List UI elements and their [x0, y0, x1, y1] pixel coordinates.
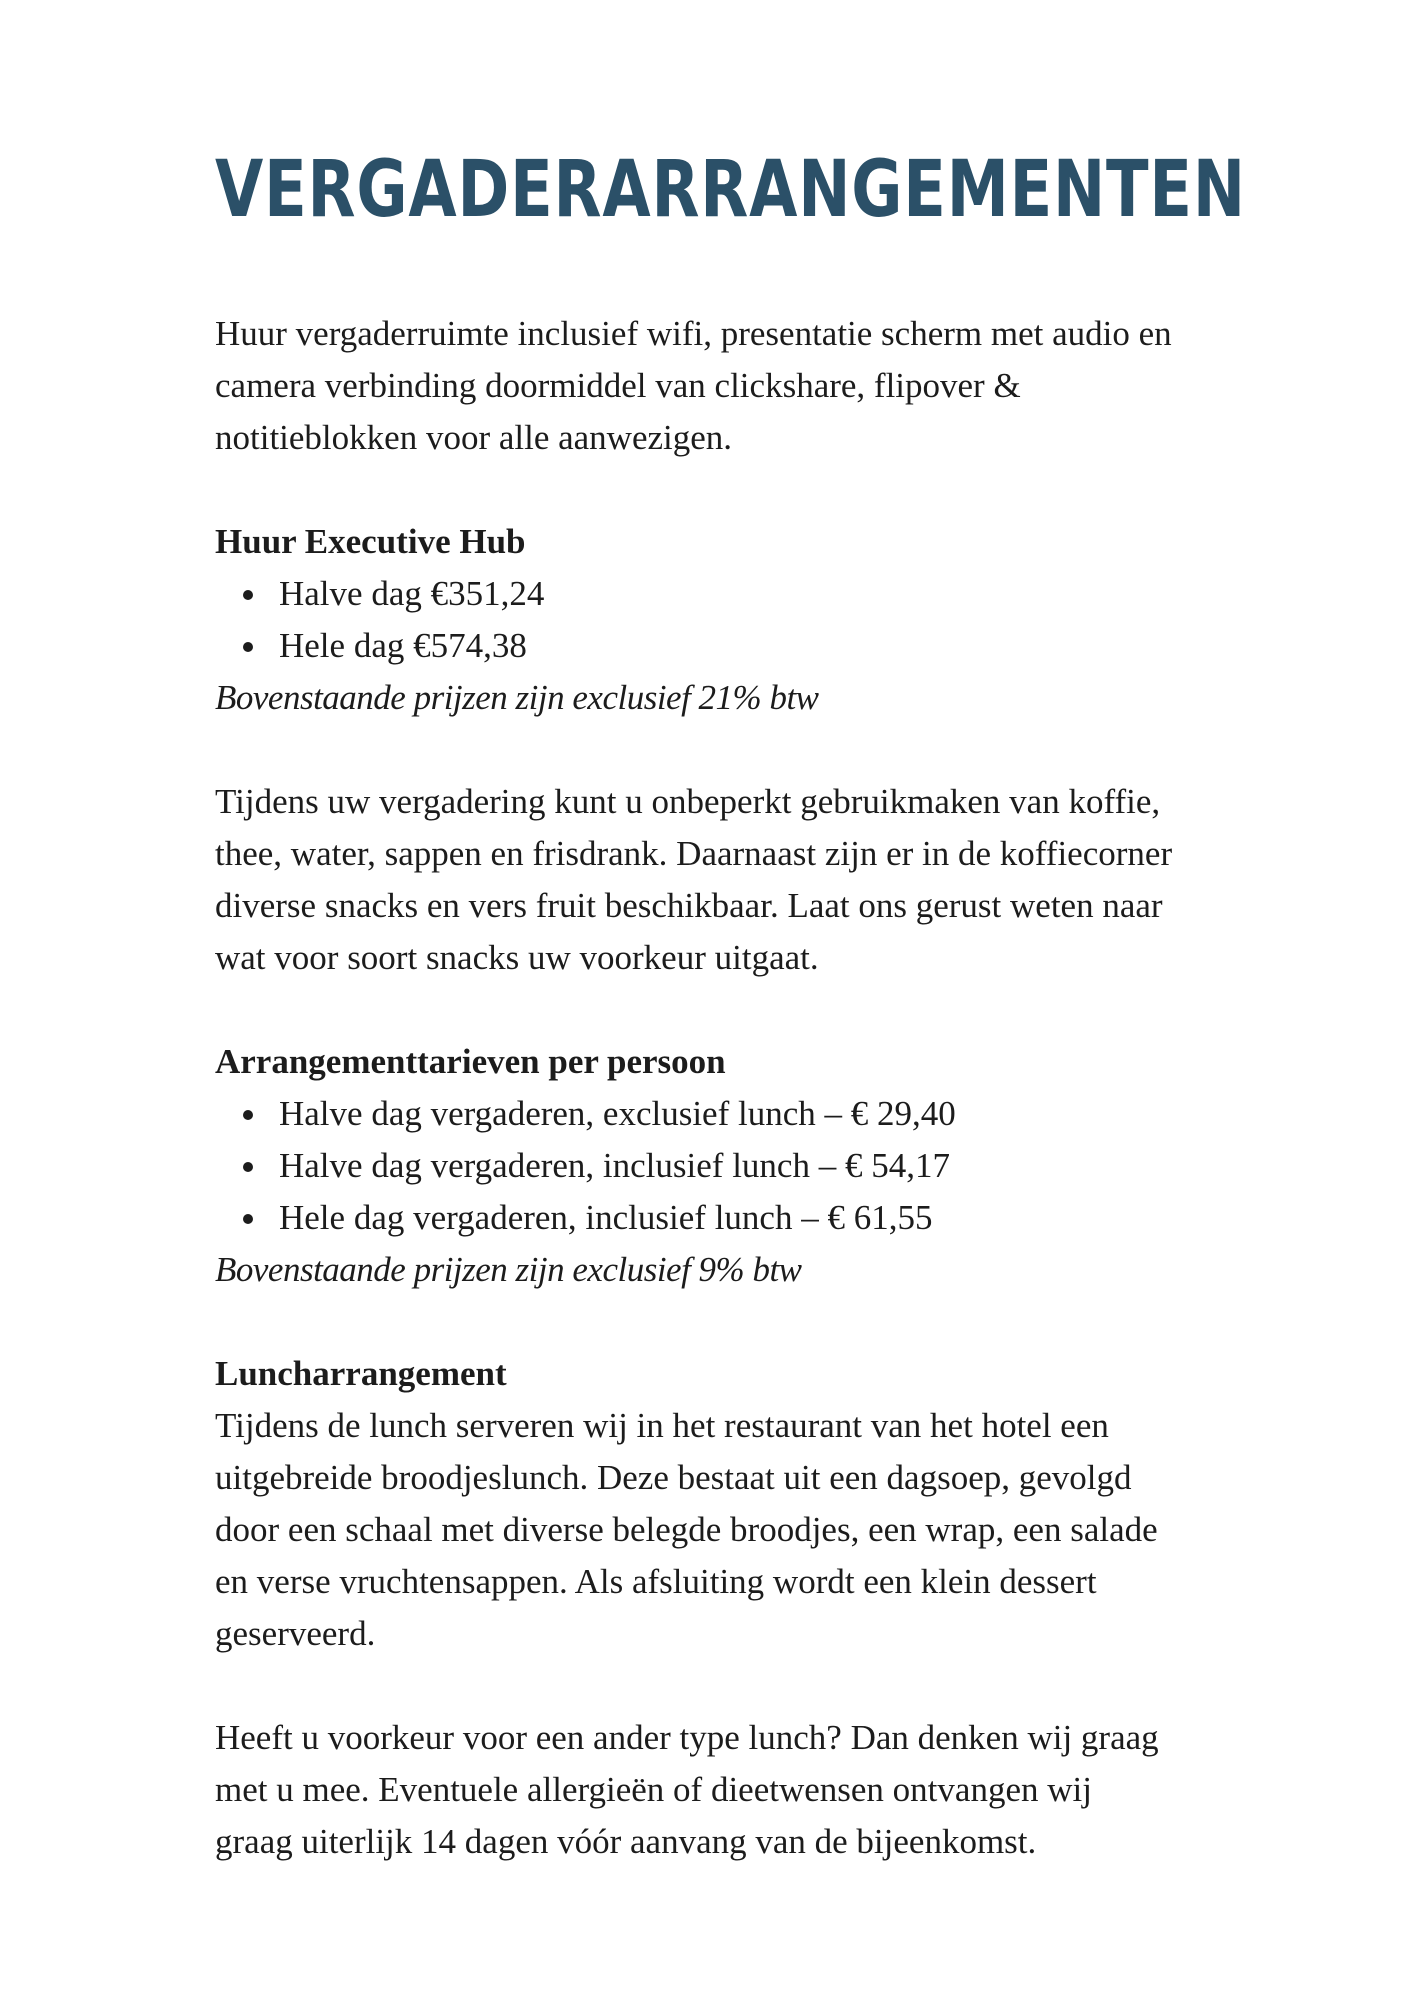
drinks-paragraph: Tijdens uw vergadering kunt u onbeperkt gebruikmaken van koffie, thee, water, sappen en frisdrank. Daarnaast zijn er in de koffiecorner diverse snacks en vers fruit beschikbaar. Laat ons gerust weten naar wat voor soort snacks uw voorkeur uitgaat. [215, 782, 1173, 977]
list-item: Halve dag vergaderen, inclusief lunch – € 54,17 [279, 1140, 1175, 1192]
list-item: Halve dag vergaderen, exclusief lunch – € 29,40 [279, 1088, 1175, 1140]
list-item: Hele dag €574,38 [279, 620, 1175, 672]
page-title: VERGADERARRANGEMENTEN [215, 145, 1246, 235]
intro-paragraph: Huur vergaderruimte inclusief wifi, presentatie scherm met audio en camera verbinding doormiddel van clickshare, flipover & notitieblokken voor alle aanwezigen. [215, 314, 1172, 457]
hub-heading: Huur Executive Hub [215, 522, 526, 561]
rates-price-list [215, 1088, 1175, 1244]
lunch-paragraph: Tijdens de lunch serveren wij in het restaurant van het hotel een uitgebreide broodjeslunch. Deze bestaat uit een dagsoep, gevolgd door een schaal met diverse belegde broodjes, een wrap, een salade en verse vruchtensappen. Als afsluiting wordt een klein dessert geserveerd. [215, 1406, 1158, 1653]
document-page [215, 140, 1246, 1868]
lunch-heading: Luncharrangement [215, 1354, 507, 1393]
list-item: Hele dag vergaderen, inclusief lunch – € 61,55 [279, 1192, 1175, 1244]
list-item: Halve dag €351,24 [279, 568, 1175, 620]
hub-price-list [215, 568, 1175, 672]
hub-vat-note: Bovenstaande prijzen zijn exclusief 21% btw [215, 678, 819, 717]
rates-heading: Arrangementtarieven per persoon [215, 1042, 726, 1081]
closing-paragraph: Heeft u voorkeur voor een ander type lunch? Dan denken wij graag met u mee. Eventuele allergieën of dieetwensen ontvangen wij graag uiterlijk 14 dagen vóór aanvang van de bijeenkomst. [215, 1718, 1159, 1861]
rates-vat-note: Bovenstaande prijzen zijn exclusief 9% btw [215, 1250, 802, 1289]
